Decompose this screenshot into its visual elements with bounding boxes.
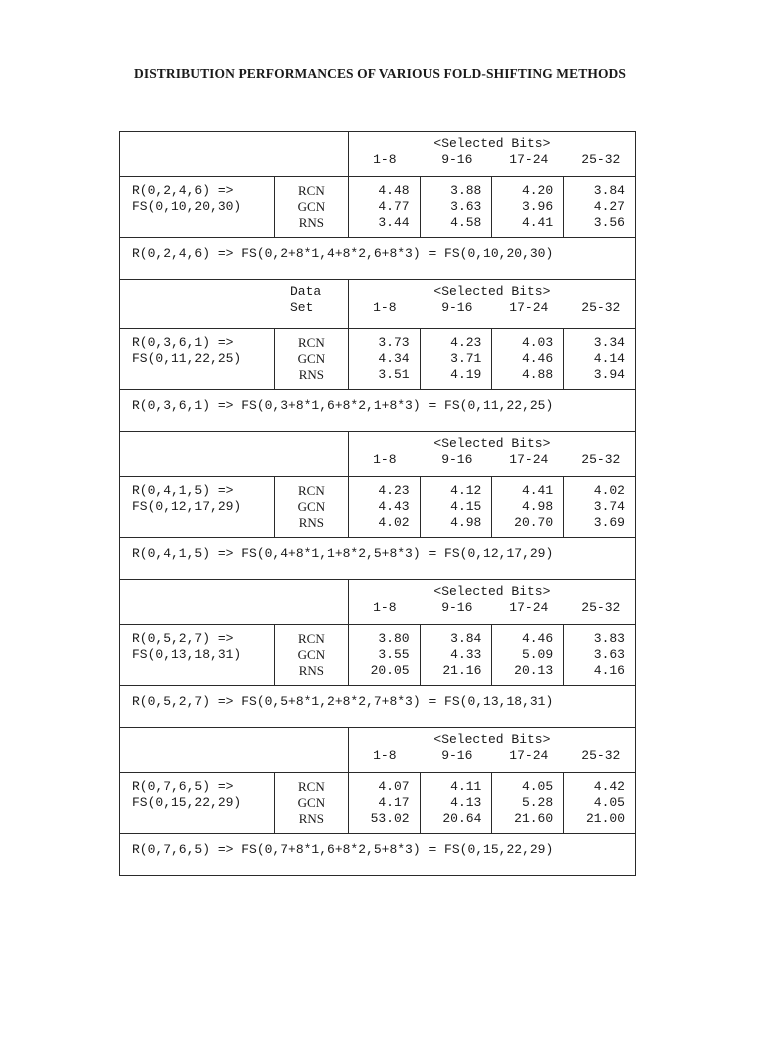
- selected-bits-label: <Selected Bits>: [433, 136, 551, 151]
- bit-range-label: 1-8: [373, 152, 397, 167]
- formula-row: [120, 538, 636, 580]
- value: 3.84: [593, 183, 625, 198]
- bit-range-label: 17-24: [509, 748, 549, 763]
- value: 4.16: [593, 663, 625, 678]
- value: 3.71: [450, 351, 482, 366]
- bit-range-label: 17-24: [509, 300, 549, 315]
- formula-text: R(0,5,2,7) => FS(0,5+8*1,2+8*2,7+8*3) = FS(0,13,18,31): [120, 686, 636, 728]
- method-line: R(0,4,1,5) =>: [132, 483, 234, 498]
- data-set-label: RNS: [298, 367, 325, 382]
- value: 4.33: [450, 647, 482, 662]
- value-cell: [348, 329, 420, 390]
- method-line: R(0,3,6,1) =>: [132, 335, 234, 350]
- value: 20.64: [442, 811, 482, 826]
- data-set-label: RCN: [298, 483, 325, 498]
- value: 4.27: [593, 199, 625, 214]
- table-row: [120, 773, 636, 834]
- selected-bits-header: [348, 280, 635, 329]
- value: 4.48: [378, 183, 410, 198]
- data-set-cell: [274, 329, 348, 390]
- value: 5.28: [521, 795, 554, 810]
- block-header-row: [120, 728, 636, 773]
- selected-bits-header: [348, 580, 635, 625]
- block-header-row: [120, 580, 636, 625]
- value-cell: [492, 477, 564, 538]
- value: 3.34: [593, 335, 625, 350]
- value: 4.46: [521, 631, 554, 646]
- bit-range-label: 9-16: [441, 748, 473, 763]
- value: 4.05: [521, 779, 554, 794]
- formula-row: [120, 834, 636, 876]
- data-set-label: RNS: [298, 811, 325, 826]
- method-line: FS(0,15,22,29): [132, 795, 242, 810]
- value: 3.94: [593, 367, 625, 382]
- value-cell: [564, 177, 636, 238]
- bit-range-label: 1-8: [373, 300, 397, 315]
- value-cell: [492, 177, 564, 238]
- value: 4.43: [378, 499, 410, 514]
- formula-text: R(0,4,1,5) => FS(0,4+8*1,1+8*2,5+8*3) = FS(0,12,17,29): [120, 538, 636, 580]
- value-cell: [564, 773, 636, 834]
- value: 3.96: [521, 199, 554, 214]
- value: 4.13: [450, 795, 482, 810]
- value: 4.77: [378, 199, 410, 214]
- selected-bits-header: [348, 728, 635, 773]
- bit-range-label: 25-32: [581, 452, 621, 467]
- block-header-row: [120, 280, 636, 329]
- method-line: FS(0,11,22,25): [132, 351, 242, 366]
- value: 3.74: [593, 499, 625, 514]
- value: 4.41: [521, 215, 554, 230]
- value-cell: [420, 329, 492, 390]
- value: 4.98: [450, 515, 482, 530]
- value-cell: [492, 329, 564, 390]
- bit-range-label: 25-32: [581, 152, 621, 167]
- data-set-cell: [274, 177, 348, 238]
- value: 3.88: [450, 183, 482, 198]
- data-set-label: RNS: [298, 215, 325, 230]
- value: 4.02: [378, 515, 410, 530]
- value: 3.51: [378, 367, 410, 382]
- selected-bits-header: [348, 432, 635, 477]
- value: 4.02: [593, 483, 625, 498]
- value-cell: [348, 177, 420, 238]
- value: 4.58: [450, 215, 482, 230]
- bit-range-label: 1-8: [373, 452, 397, 467]
- value: 3.80: [378, 631, 410, 646]
- block-header-row: [120, 132, 636, 177]
- method-line: R(0,7,6,5) =>: [132, 779, 234, 794]
- formula-row: [120, 238, 636, 280]
- results-table: [119, 131, 636, 876]
- value-cell: [348, 625, 420, 686]
- value-cell: [348, 773, 420, 834]
- value: 20.05: [370, 663, 410, 678]
- value: 4.23: [378, 483, 410, 498]
- value: 4.19: [450, 367, 482, 382]
- value-cell: [564, 625, 636, 686]
- value: 4.14: [593, 351, 625, 366]
- bit-range-label: 9-16: [441, 452, 473, 467]
- value: 3.73: [378, 335, 410, 350]
- value: 3.44: [378, 215, 410, 230]
- data-set-header: [120, 280, 349, 329]
- selected-bits-label: <Selected Bits>: [433, 584, 551, 599]
- data-set-header-line: Data: [290, 284, 322, 299]
- value: 4.17: [378, 795, 410, 810]
- value: 4.12: [450, 483, 482, 498]
- value: 3.83: [593, 631, 625, 646]
- value: 3.63: [450, 199, 482, 214]
- value-cell: [492, 625, 564, 686]
- data-set-cell: [274, 773, 348, 834]
- method-cell: [120, 625, 275, 686]
- value: 4.41: [521, 483, 554, 498]
- value: 3.56: [593, 215, 625, 230]
- value: 20.70: [514, 515, 554, 530]
- value: 4.07: [378, 779, 410, 794]
- value: 4.34: [378, 351, 410, 366]
- block-header-row: [120, 432, 636, 477]
- method-line: FS(0,12,17,29): [132, 499, 242, 514]
- method-cell: [120, 477, 275, 538]
- data-set-label: RNS: [298, 663, 325, 678]
- data-set-label: GCN: [297, 795, 326, 810]
- value: 3.55: [378, 647, 410, 662]
- bit-range-label: 25-32: [581, 600, 621, 615]
- value-cell: [564, 477, 636, 538]
- selected-bits-label: <Selected Bits>: [433, 436, 551, 451]
- value-cell: [420, 477, 492, 538]
- value: 4.42: [593, 779, 625, 794]
- value: 21.16: [442, 663, 482, 678]
- empty-header-cell: [120, 432, 349, 477]
- value-cell: [492, 773, 564, 834]
- method-line: R(0,5,2,7) =>: [132, 631, 234, 646]
- formula-text: R(0,3,6,1) => FS(0,3+8*1,6+8*2,1+8*3) = FS(0,11,22,25): [120, 390, 636, 432]
- value: 4.23: [450, 335, 482, 350]
- method-cell: [120, 177, 275, 238]
- data-set-label: GCN: [297, 199, 326, 214]
- data-set-label: RCN: [298, 779, 325, 794]
- table-row: [120, 477, 636, 538]
- table-row: [120, 177, 636, 238]
- value: 4.46: [521, 351, 554, 366]
- value: 3.84: [450, 631, 482, 646]
- data-set-label: RNS: [298, 515, 325, 530]
- bit-range-label: 17-24: [509, 152, 549, 167]
- data-set-label: GCN: [297, 647, 326, 662]
- value: 4.11: [450, 779, 482, 794]
- bit-range-label: 17-24: [509, 452, 549, 467]
- method-cell: [120, 329, 275, 390]
- method-line: FS(0,13,18,31): [132, 647, 242, 662]
- formula-row: [120, 390, 636, 432]
- value: 4.05: [593, 795, 625, 810]
- empty-header-cell: [120, 132, 349, 177]
- data-set-header-line: Set: [290, 300, 314, 315]
- data-set-label: RCN: [298, 335, 325, 350]
- method-cell: [120, 773, 275, 834]
- value: 3.69: [593, 515, 625, 530]
- bit-range-label: 1-8: [373, 748, 397, 763]
- empty-header-cell: [120, 728, 349, 773]
- value: 21.00: [585, 811, 625, 826]
- formula-row: [120, 686, 636, 728]
- data-set-label: RCN: [298, 183, 325, 198]
- data-set-label: RCN: [298, 631, 325, 646]
- value: 4.20: [521, 183, 554, 198]
- bit-range-label: 17-24: [509, 600, 549, 615]
- page-title: DISTRIBUTION PERFORMANCES OF VARIOUS FOLD-SHIFTING METHODS: [134, 66, 626, 81]
- value-cell: [420, 177, 492, 238]
- value: 53.02: [370, 811, 410, 826]
- table-row: [120, 625, 636, 686]
- value: 21.60: [514, 811, 554, 826]
- data-set-cell: [274, 625, 348, 686]
- data-set-label: GCN: [297, 499, 326, 514]
- selected-bits-header: [348, 132, 635, 177]
- value-cell: [420, 773, 492, 834]
- bit-range-label: 1-8: [373, 600, 397, 615]
- method-line: FS(0,10,20,30): [132, 199, 242, 214]
- empty-header-cell: [120, 580, 349, 625]
- bit-range-label: 25-32: [581, 300, 621, 315]
- selected-bits-label: <Selected Bits>: [433, 732, 551, 747]
- selected-bits-label: <Selected Bits>: [433, 284, 551, 299]
- value: 4.98: [521, 499, 554, 514]
- value-cell: [564, 329, 636, 390]
- value: 3.63: [593, 647, 625, 662]
- bit-range-label: 25-32: [581, 748, 621, 763]
- data-set-label: GCN: [297, 351, 326, 366]
- value-cell: [420, 625, 492, 686]
- formula-text: R(0,2,4,6) => FS(0,2+8*1,4+8*2,6+8*3) = FS(0,10,20,30): [120, 238, 636, 280]
- bit-range-label: 9-16: [441, 152, 473, 167]
- bit-range-label: 9-16: [441, 300, 473, 315]
- method-line: R(0,2,4,6) =>: [132, 183, 234, 198]
- table-row: [120, 329, 636, 390]
- value: 4.15: [450, 499, 482, 514]
- formula-text: R(0,7,6,5) => FS(0,7+8*1,6+8*2,5+8*3) = FS(0,15,22,29): [120, 834, 636, 876]
- value: 4.03: [521, 335, 554, 350]
- bit-range-label: 9-16: [441, 600, 473, 615]
- value: 5.09: [521, 647, 554, 662]
- value: 20.13: [514, 663, 554, 678]
- value: 4.88: [521, 367, 554, 382]
- value-cell: [348, 477, 420, 538]
- data-set-cell: [274, 477, 348, 538]
